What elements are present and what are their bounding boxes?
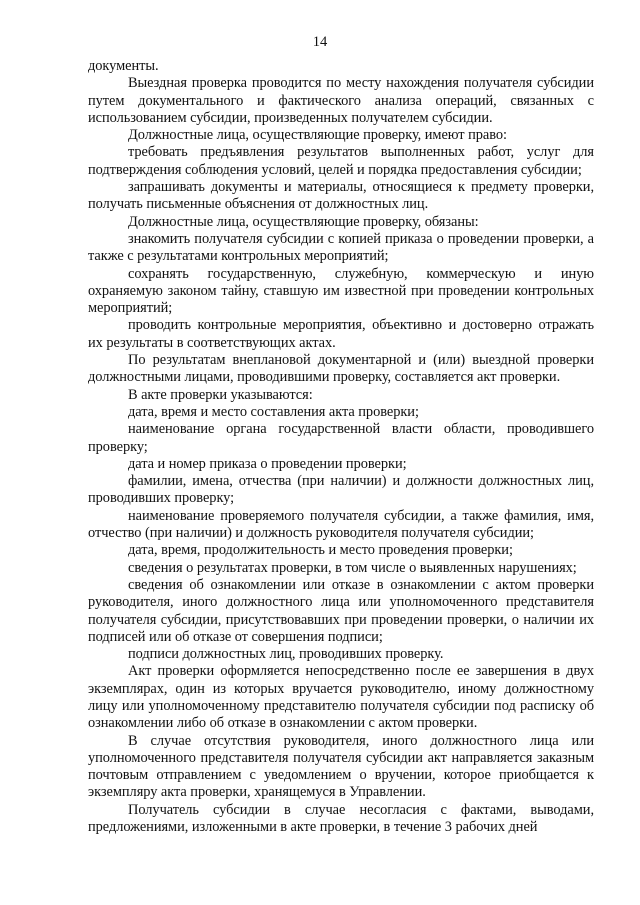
- paragraph: Акт проверки оформляется непосредственно после ее завершения в двух экземплярах, один из которых вручается руководителю, иному должностному лицу или уполномоченному представителю получателя субсидии под расписку об ознакомлении либо об отказе в ознакомлении с актом проверки.: [88, 663, 594, 732]
- paragraph: проводить контрольные мероприятия, объективно и достоверно отражать их результаты в соответствующих актах.: [88, 317, 594, 351]
- paragraph: Должностные лица, осуществляющие проверку, обязаны:: [128, 213, 479, 230]
- paragraph: сохранять государственную, служебную, коммерческую и иную охраняемую законом тайну, ставшую им известной при проведении контрольных мероприятий;: [88, 265, 594, 317]
- paragraph: Получатель субсидии в случае несогласия с фактами, выводами, предложениями, изложенными в акте проверки, в течение 3 рабочих дней: [88, 801, 594, 836]
- page-number: 14: [312, 34, 328, 50]
- paragraph: знакомить получателя субсидии с копией приказа о проведении проверки, а также с результатами контрольных мероприятий;: [88, 230, 594, 265]
- paragraph: подписи должностных лиц, проводивших проверку.: [128, 646, 444, 663]
- document-body: [88, 58, 594, 836]
- paragraph: В случае отсутствия руководителя, иного должностного лица или уполномоченного представителя получателя субсидии акт направляется заказным почтовым отправлением с уведомлением о вручении, которое приобщается к экземпляру акта проверки, хранящемуся в Управлении.: [88, 732, 594, 801]
- paragraph: фамилии, имена, отчества (при наличии) и должности должностных лиц, проводивших проверку;: [88, 473, 594, 507]
- paragraph: дата, время, продолжительность и место проведения проверки;: [128, 542, 513, 559]
- paragraph: сведения об ознакомлении или отказе в ознакомлении с актом проверки руководителя, иного должностного лица или уполномоченного представителя получателя субсидии, присутствовавших при проведении проверки, о наличии их подписей или об отказе от совершения подписи;: [88, 576, 594, 645]
- paragraph: Должностные лица, осуществляющие проверку, имеют право:: [128, 127, 507, 144]
- paragraph: сведения о результатах проверки, в том числе о выявленных нарушениях;: [128, 559, 577, 576]
- paragraph: В акте проверки указываются:: [128, 386, 313, 403]
- paragraph: Выездная проверка проводится по месту нахождения получателя субсидии путем документального и фактического анализа операций, связанных с использованием субсидии, произведенных получателем субсидии.: [88, 75, 594, 126]
- paragraph: документы.: [88, 58, 159, 74]
- paragraph: запрашивать документы и материалы, относящиеся к предмету проверки, получать письменные объяснения от должностных лиц.: [88, 179, 594, 213]
- paragraph: дата, время и место составления акта проверки;: [128, 403, 419, 420]
- paragraph: наименование проверяемого получателя субсидии, а также фамилия, имя, отчество (при наличии) и должность руководителя получателя субсидии;: [88, 507, 594, 542]
- paragraph: наименование органа государственной власти области, проводившего проверку;: [88, 421, 594, 455]
- paragraph: дата и номер приказа о проведении проверки;: [128, 455, 407, 472]
- paragraph: По результатам внеплановой документарной и (или) выездной проверки должностными лицами, проводившими проверку, составляется акт проверки.: [88, 352, 594, 386]
- paragraph: требовать предъявления результатов выполненных работ, услуг для подтверждения соблюдения условий, целей и порядка предоставления субсидии;: [88, 144, 594, 178]
